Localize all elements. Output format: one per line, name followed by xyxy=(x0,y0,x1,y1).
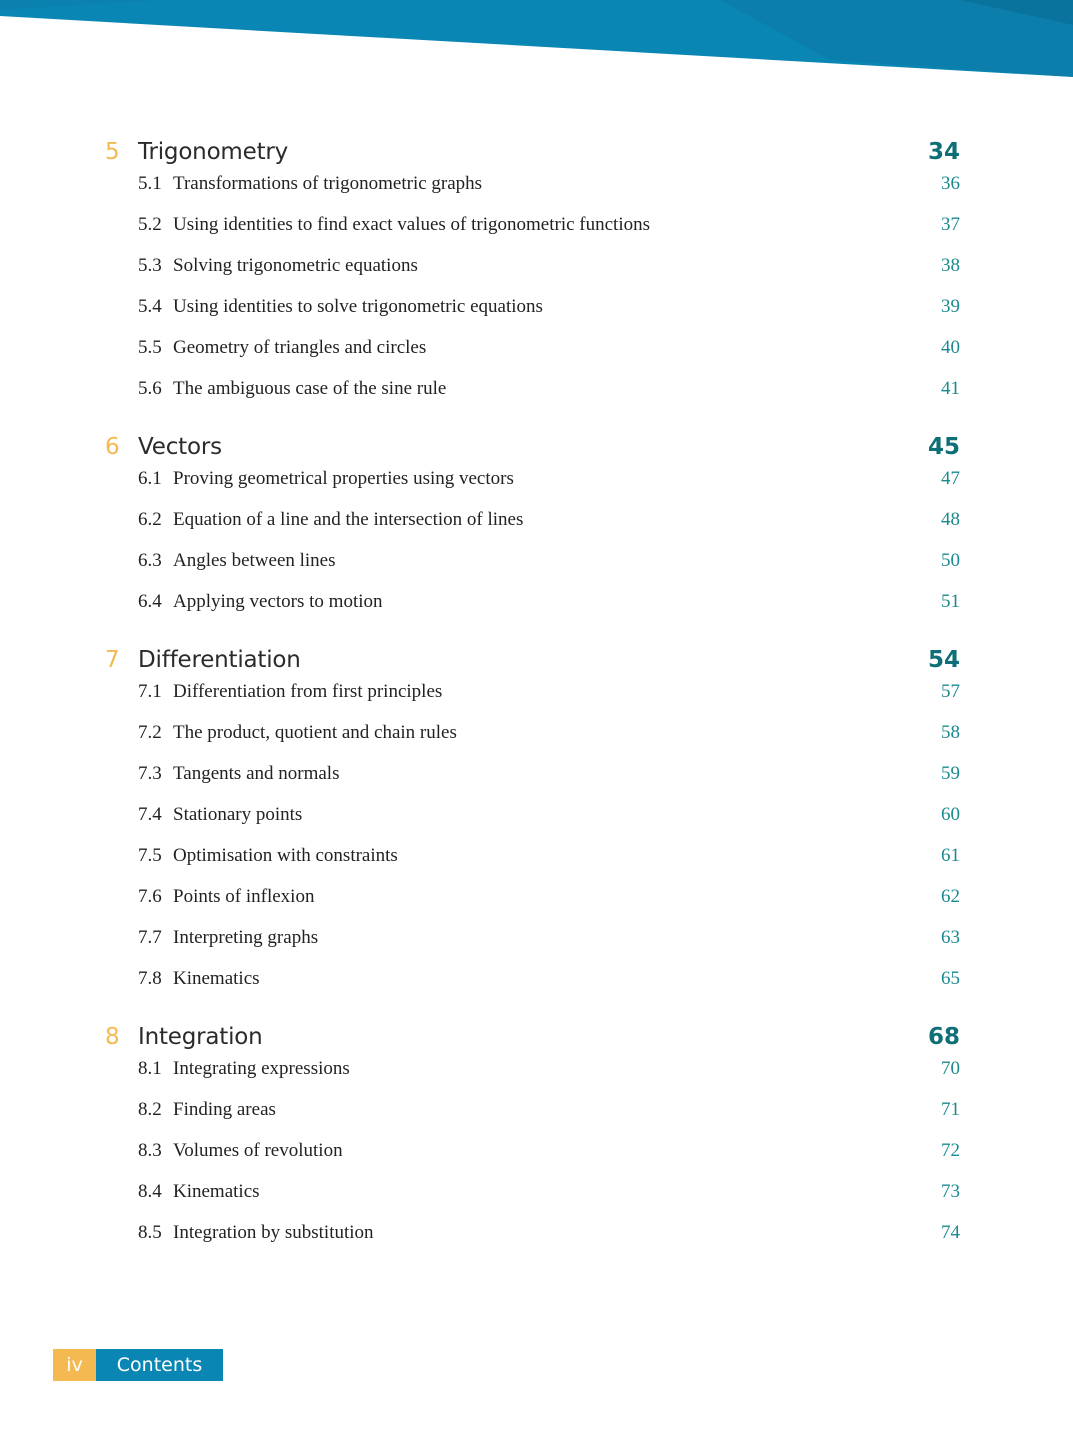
section-entry[interactable] xyxy=(0,1099,1073,1140)
section-title: The ambiguous case of the sine rule xyxy=(173,378,447,399)
section-page: 48 xyxy=(941,509,960,530)
section-number: 7.6 xyxy=(138,886,162,907)
section-page: 47 xyxy=(941,468,960,489)
section-page: 72 xyxy=(941,1140,960,1161)
chapter-title: Integration xyxy=(138,1024,263,1050)
section-title: Using identities to solve trigonometric equations xyxy=(173,296,543,317)
chapter-title: Differentiation xyxy=(138,647,301,673)
section-title: Kinematics xyxy=(173,968,260,989)
section-entry[interactable] xyxy=(0,173,1073,214)
section-number: 5.2 xyxy=(138,214,162,235)
section-number: 8.1 xyxy=(138,1058,162,1079)
section-page: 36 xyxy=(941,173,960,194)
section-title: Solving trigonometric equations xyxy=(173,255,418,276)
section-page: 61 xyxy=(941,845,960,866)
page-footer xyxy=(53,1349,223,1381)
chapter-title: Vectors xyxy=(138,434,222,460)
section-page: 73 xyxy=(941,1181,960,1202)
section-page: 62 xyxy=(941,886,960,907)
section-number: 7.5 xyxy=(138,845,162,866)
section-number: 8.2 xyxy=(138,1099,162,1120)
chapter-heading[interactable] xyxy=(0,1024,1073,1058)
section-title: Integrating expressions xyxy=(173,1058,350,1079)
section-entry[interactable] xyxy=(0,927,1073,968)
section-title: Volumes of revolution xyxy=(173,1140,343,1161)
section-number: 5.6 xyxy=(138,378,162,399)
section-title: Angles between lines xyxy=(173,550,336,571)
chapter-heading[interactable] xyxy=(0,647,1073,681)
section-title: Equation of a line and the intersection of lines xyxy=(173,509,524,530)
section-number: 7.1 xyxy=(138,681,162,702)
section-entry[interactable] xyxy=(0,591,1073,632)
section-entry[interactable] xyxy=(0,845,1073,886)
section-title: Finding areas xyxy=(173,1099,276,1120)
section-title: Differentiation from first principles xyxy=(173,681,443,702)
section-number: 7.7 xyxy=(138,927,162,948)
section-entry[interactable] xyxy=(0,804,1073,845)
section-number: 6.4 xyxy=(138,591,162,612)
section-title: Proving geometrical properties using vectors xyxy=(173,468,514,489)
section-entry[interactable] xyxy=(0,1140,1073,1181)
section-page: 51 xyxy=(941,591,960,612)
section-title: Geometry of triangles and circles xyxy=(173,337,427,358)
section-entry[interactable] xyxy=(0,968,1073,1009)
section-page: 58 xyxy=(941,722,960,743)
section-number: 7.3 xyxy=(138,763,162,784)
section-number: 6.1 xyxy=(138,468,162,489)
section-title: Optimisation with constraints xyxy=(173,845,398,866)
footer-page-number: iv xyxy=(53,1349,96,1381)
section-number: 7.4 xyxy=(138,804,162,825)
section-entry[interactable] xyxy=(0,468,1073,509)
section-number: 5.1 xyxy=(138,173,162,194)
section-number: 5.5 xyxy=(138,337,162,358)
section-number: 5.3 xyxy=(138,255,162,276)
section-page: 57 xyxy=(941,681,960,702)
header-banner xyxy=(0,0,1073,80)
section-entry[interactable] xyxy=(0,337,1073,378)
chapter-8 xyxy=(0,1024,1073,1263)
section-number: 8.5 xyxy=(138,1222,162,1243)
section-title: Using identities to find exact values of trigonometric functions xyxy=(173,214,651,235)
section-title: Interpreting graphs xyxy=(173,927,319,948)
section-title: Transformations of trigonometric graphs xyxy=(173,173,483,194)
section-page: 65 xyxy=(941,968,960,989)
section-page: 74 xyxy=(941,1222,960,1243)
footer-section-label: Contents xyxy=(96,1349,223,1381)
chapter-5 xyxy=(0,139,1073,419)
section-title: Stationary points xyxy=(173,804,303,825)
section-page: 39 xyxy=(941,296,960,317)
chapter-page: 68 xyxy=(927,1024,960,1050)
section-number: 7.8 xyxy=(138,968,162,989)
section-page: 40 xyxy=(941,337,960,358)
section-number: 5.4 xyxy=(138,296,162,317)
section-entry[interactable] xyxy=(0,550,1073,591)
section-number: 6.2 xyxy=(138,509,162,530)
chapter-page: 45 xyxy=(927,434,960,460)
section-page: 37 xyxy=(941,214,960,235)
section-page: 38 xyxy=(941,255,960,276)
section-title: Kinematics xyxy=(173,1181,260,1202)
chapter-heading[interactable] xyxy=(0,434,1073,468)
section-entry[interactable] xyxy=(0,255,1073,296)
section-title: Tangents and normals xyxy=(173,763,340,784)
section-page: 50 xyxy=(941,550,960,571)
chapter-page: 54 xyxy=(927,647,960,673)
section-title: The product, quotient and chain rules xyxy=(173,722,457,743)
section-number: 6.3 xyxy=(138,550,162,571)
section-page: 63 xyxy=(941,927,960,948)
section-page: 59 xyxy=(941,763,960,784)
section-number: 8.3 xyxy=(138,1140,162,1161)
section-entry[interactable] xyxy=(0,378,1073,419)
section-number: 7.2 xyxy=(138,722,162,743)
section-page: 70 xyxy=(941,1058,960,1079)
section-page: 60 xyxy=(941,804,960,825)
section-number: 8.4 xyxy=(138,1181,162,1202)
chapter-title: Trigonometry xyxy=(138,139,289,165)
section-page: 71 xyxy=(941,1099,960,1120)
section-entry[interactable] xyxy=(0,886,1073,927)
section-entry[interactable] xyxy=(0,1058,1073,1099)
chapter-page: 34 xyxy=(927,139,960,165)
section-page: 41 xyxy=(941,378,960,399)
chapter-7 xyxy=(0,647,1073,1009)
section-title: Points of inflexion xyxy=(173,886,315,907)
chapter-number: 7 xyxy=(105,647,120,673)
chapter-heading[interactable] xyxy=(0,139,1073,173)
chapter-number: 5 xyxy=(105,139,120,165)
section-entry[interactable] xyxy=(0,1181,1073,1222)
section-entry[interactable] xyxy=(0,296,1073,337)
chapter-number: 6 xyxy=(105,434,120,460)
section-entry[interactable] xyxy=(0,681,1073,722)
section-entry[interactable] xyxy=(0,509,1073,550)
section-entry[interactable] xyxy=(0,763,1073,804)
chapter-number: 8 xyxy=(105,1024,120,1050)
section-entry[interactable] xyxy=(0,722,1073,763)
section-title: Integration by substitution xyxy=(173,1222,374,1243)
section-entry[interactable] xyxy=(0,1222,1073,1263)
section-title: Applying vectors to motion xyxy=(173,591,383,612)
chapter-6 xyxy=(0,434,1073,632)
section-entry[interactable] xyxy=(0,214,1073,255)
